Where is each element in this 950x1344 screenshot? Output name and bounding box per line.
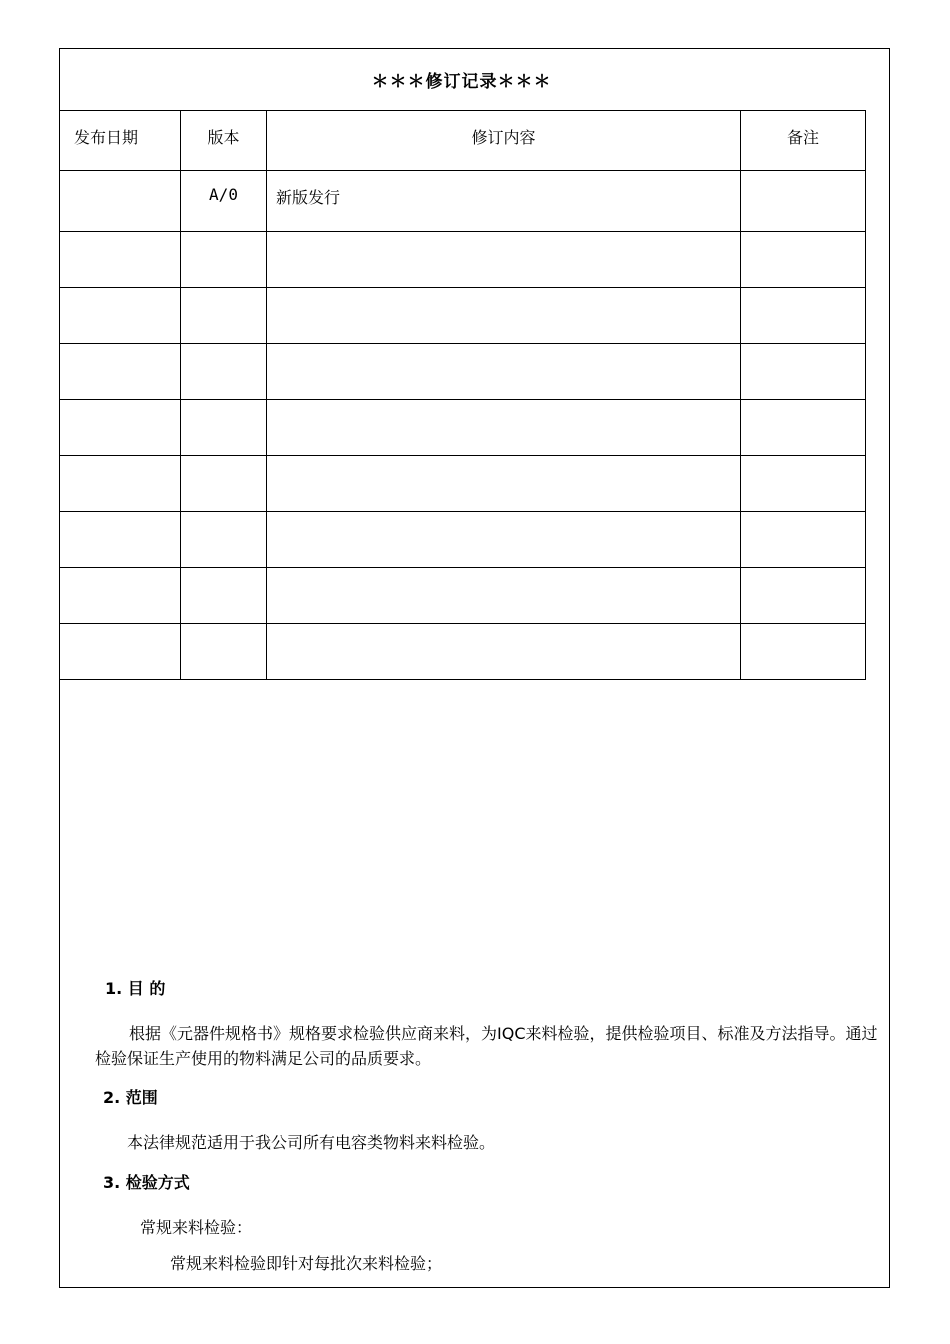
section-2-text: 本法律规范适用于我公司所有电容类物料来料检验。 bbox=[127, 1133, 496, 1152]
cell-content bbox=[267, 344, 741, 400]
header-revision-content: 修订内容 bbox=[267, 111, 741, 171]
cell-content bbox=[267, 288, 741, 344]
section-1-text: 根据《元器件规格书》规格要求检验供应商来料，为IQC来料检验，提供检验项目、标准及方法指导。通过检验保证生产使用的物料满足公司的品质要求。 bbox=[95, 1024, 878, 1068]
cell-date bbox=[60, 232, 181, 288]
cell-version: A/0 bbox=[181, 171, 267, 232]
cell-content bbox=[267, 512, 741, 568]
cell-remarks bbox=[741, 624, 866, 680]
cell-content: 新版发行 bbox=[267, 171, 741, 232]
cell-date bbox=[60, 512, 181, 568]
table-row bbox=[60, 624, 866, 680]
cell-version bbox=[181, 344, 267, 400]
cell-date bbox=[60, 400, 181, 456]
cell-version bbox=[181, 288, 267, 344]
table-row bbox=[60, 568, 866, 624]
section-3-text: 常规来料检验即针对每批次来料检验； bbox=[170, 1254, 443, 1273]
section-3-subtitle: 常规来料检验： bbox=[140, 1218, 253, 1237]
cell-content bbox=[267, 456, 741, 512]
revision-table bbox=[59, 110, 866, 680]
cell-remarks bbox=[741, 344, 866, 400]
header-remarks: 备注 bbox=[741, 111, 866, 171]
cell-remarks bbox=[741, 171, 866, 232]
cell-date bbox=[60, 344, 181, 400]
cell-content bbox=[267, 624, 741, 680]
table-row bbox=[60, 288, 866, 344]
cell-content bbox=[267, 400, 741, 456]
section-2-title: 2. 范围 bbox=[103, 1088, 158, 1107]
cell-remarks bbox=[741, 568, 866, 624]
cell-date bbox=[60, 624, 181, 680]
cell-version bbox=[181, 512, 267, 568]
cell-version bbox=[181, 624, 267, 680]
table-header-row bbox=[60, 111, 866, 171]
cell-version bbox=[181, 456, 267, 512]
cell-remarks bbox=[741, 232, 866, 288]
cell-date bbox=[60, 456, 181, 512]
cell-remarks bbox=[741, 512, 866, 568]
cell-date bbox=[60, 171, 181, 232]
table-row bbox=[60, 344, 866, 400]
table-row bbox=[60, 512, 866, 568]
cell-date bbox=[60, 568, 181, 624]
table-row bbox=[60, 456, 866, 512]
table-row bbox=[60, 400, 866, 456]
revision-record-title: ＊＊＊修订记录＊＊＊ bbox=[371, 71, 552, 92]
header-release-date: 发布日期 bbox=[60, 111, 181, 171]
cell-version bbox=[181, 400, 267, 456]
cell-remarks bbox=[741, 288, 866, 344]
cell-content bbox=[267, 232, 741, 288]
section-3-title: 3. 检验方式 bbox=[103, 1173, 190, 1192]
cell-remarks bbox=[741, 400, 866, 456]
table-row bbox=[60, 232, 866, 288]
cell-version bbox=[181, 568, 267, 624]
header-version: 版本 bbox=[181, 111, 267, 171]
section-1-title: 1. 目 的 bbox=[105, 979, 166, 998]
cell-content bbox=[267, 568, 741, 624]
cell-date bbox=[60, 288, 181, 344]
cell-remarks bbox=[741, 456, 866, 512]
cell-version bbox=[181, 232, 267, 288]
table-row bbox=[60, 171, 866, 232]
